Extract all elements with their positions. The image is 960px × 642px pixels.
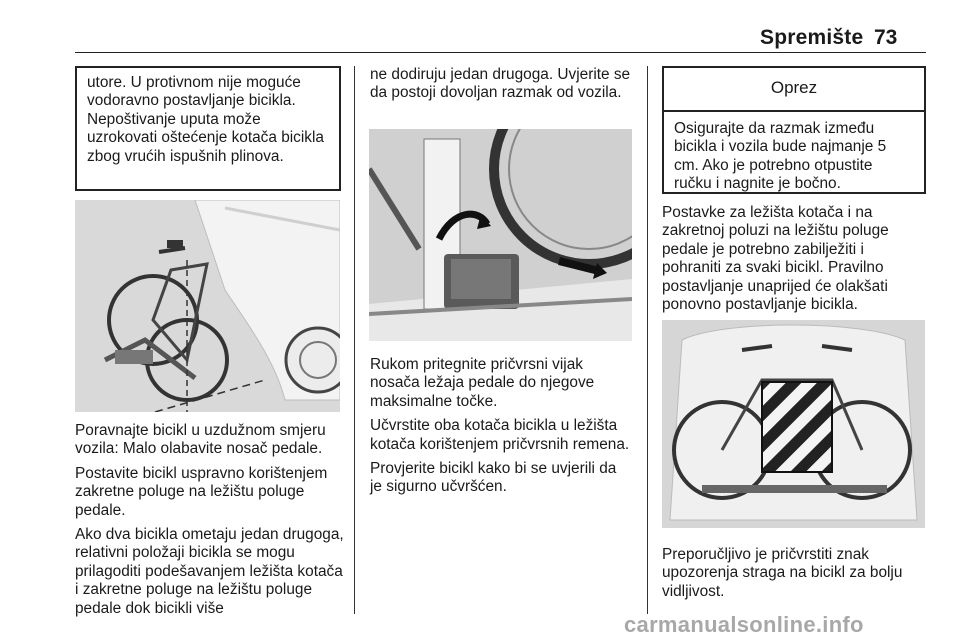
column-1-text xyxy=(75,422,345,624)
column-divider-2 xyxy=(647,66,648,614)
note-box xyxy=(75,66,341,191)
column-2-text xyxy=(370,356,632,503)
paragraph: Ako dva bicikla ometaju jedan drugoga, relativni položaji bicikla se mogu prilagoditi podešavanjem ležišta kotača i zakretne poluge na ležištu poluge pedale dok bicikli više xyxy=(75,526,344,617)
column-3-text-2: Preporučljivo je pričvrstiti znak upozorenja straga na bicikl za bolju vidljivost. xyxy=(662,546,903,600)
caution-title: Oprez xyxy=(664,68,924,112)
section-title: Spremište xyxy=(760,26,864,49)
caution-box xyxy=(662,66,926,194)
header-rule xyxy=(75,52,926,53)
column-3-text: Postavke za ležišta kotača i na zakretnoj poluzi na ležištu poluge pedale je potrebno zabilježiti i pohraniti za svaki bicikl. Pravilno postavljanje unaprijed će olakšati ponovno postavljanje bicikla. xyxy=(662,204,889,314)
paragraph: Učvrstite oba kotača bicikla u ležišta kotača korištenjem pričvrsnih remena. xyxy=(370,417,630,453)
column-2-intro: ne dodiruju jedan drugoga. Uvjerite se da postoji dovoljan razmak od vozila. xyxy=(370,66,631,102)
paragraph: Rukom pritegnite pričvrsni vijak nosača ležaja pedale do njegove maksimalne točke. xyxy=(370,356,595,410)
watermark: carmanualsonline.info xyxy=(624,612,864,637)
paragraph: Provjerite bicikl kako bi se uvjerili da je sigurno učvršćen. xyxy=(370,460,617,496)
paragraph: Postavite bicikl uspravno korištenjem zakretne poluge na ležištu poluge pedale. xyxy=(75,464,328,519)
caution-text: Osigurajte da razmak između bicikla i vozila bude najmanje 5 cm. Ako je potrebno otpustite ručku i nagnite je bočno. xyxy=(674,120,887,193)
warning-sign-illustration xyxy=(662,320,925,528)
pedal-holder-illustration xyxy=(369,129,632,341)
page-number: 73 xyxy=(874,26,898,49)
bicycle-on-carrier-illustration xyxy=(75,200,340,412)
note-text: utore. U protivnom nije moguće vodoravno postavljanje bicikla. Nepoštivanje uputa može uzrokovati oštećenje kotača bicikla zbog vrućih ispušnih plinova. xyxy=(87,74,324,165)
column-divider-1 xyxy=(354,66,355,614)
paragraph: Poravnajte bicikl u uzdužnom smjeru vozila: Malo olabavite nosač pedale. xyxy=(75,422,326,458)
